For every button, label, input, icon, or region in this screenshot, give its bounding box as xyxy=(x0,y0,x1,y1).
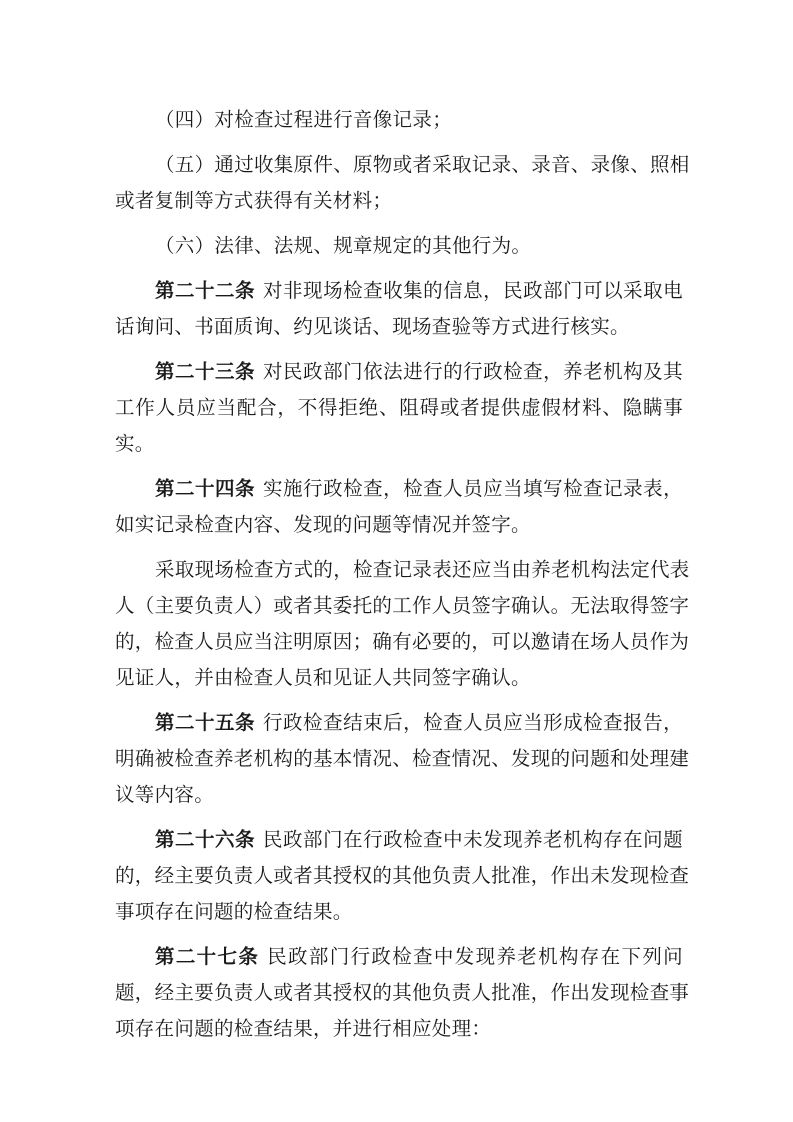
text-line: 的，检查人员应当注明原因；确有必要的，可以邀请在场人员作为 xyxy=(115,630,690,653)
article-heading: 第二十二条 xyxy=(155,279,256,302)
paragraph xyxy=(115,147,690,219)
article-22 xyxy=(115,273,683,345)
text-line: 如实记录检查内容、发现的问题等情况并签字。 xyxy=(115,513,531,536)
text-line xyxy=(115,354,683,390)
article-25 xyxy=(115,705,690,813)
text-line: 见证人，并由检查人员和见证人共同签字确认。 xyxy=(115,666,531,689)
article-heading: 第二十四条 xyxy=(155,477,256,500)
text-line xyxy=(115,939,683,975)
article-text: 对民政部门依法进行的行政检查，养老机构及其 xyxy=(263,360,683,383)
article-heading: 第二十五条 xyxy=(155,711,256,734)
text-line xyxy=(115,822,683,858)
text-line: 项存在问题的检查结果，并进行相应处理： xyxy=(115,1017,492,1040)
article-27 xyxy=(115,939,690,1047)
text-line: 人（主要负责人）或者其委托的工作人员签字确认。无法取得签字 xyxy=(115,594,690,617)
text-line xyxy=(115,273,683,309)
article-24 xyxy=(115,471,683,543)
article-text: 实施行政检查，检查人员应当填写检查记录表， xyxy=(263,477,683,500)
article-23 xyxy=(115,354,683,462)
article-heading: 第二十六条 xyxy=(155,828,256,851)
text-line xyxy=(115,471,683,507)
text-line: 议等内容。 xyxy=(115,783,215,806)
text-line: 事项存在问题的检查结果。 xyxy=(115,900,353,923)
text-line: 话询问、书面质询、约见谈话、现场查验等方式进行核实。 xyxy=(115,315,630,338)
article-text: 对非现场检查收集的信息，民政部门可以采取电 xyxy=(263,279,683,302)
text-line: （六）法律、法规、规章规定的其他行为。 xyxy=(155,234,532,257)
text-line: 或者复制等方式获得有关材料； xyxy=(115,189,393,212)
text-line: 采取现场检查方式的，检查记录表还应当由养老机构法定代表 xyxy=(155,558,690,581)
text-line: 实。 xyxy=(115,432,155,455)
text-line: 题，经主要负责人或者其授权的其他负责人批准，作出发现检查事 xyxy=(115,981,690,1004)
paragraph xyxy=(115,552,690,696)
paragraph xyxy=(115,102,683,138)
text-line: （四）对检查过程进行音像记录； xyxy=(155,108,453,131)
article-heading: 第二十三条 xyxy=(155,360,256,383)
article-26 xyxy=(115,822,690,930)
text-line: 工作人员应当配合，不得拒绝、阻碍或者提供虚假材料、隐瞒事 xyxy=(115,396,683,419)
document-page xyxy=(115,102,690,1056)
article-heading: 第二十七条 xyxy=(155,945,260,968)
text-line: 的，经主要负责人或者其授权的其他负责人批准，作出未发现检查 xyxy=(115,864,690,887)
article-text: 民政部门行政检查中发现养老机构存在下列问 xyxy=(267,945,683,968)
text-line xyxy=(115,705,683,741)
paragraph xyxy=(115,228,683,264)
text-line: （五）通过收集原件、原物或者采取记录、录音、录像、照相 xyxy=(155,153,690,176)
article-text: 民政部门在行政检查中未发现养老机构存在问题 xyxy=(263,828,683,851)
text-line: 明确被检查养老机构的基本情况、检查情况、发现的问题和处理建 xyxy=(115,747,690,770)
article-text: 行政检查结束后，检查人员应当形成检查报告， xyxy=(263,711,683,734)
